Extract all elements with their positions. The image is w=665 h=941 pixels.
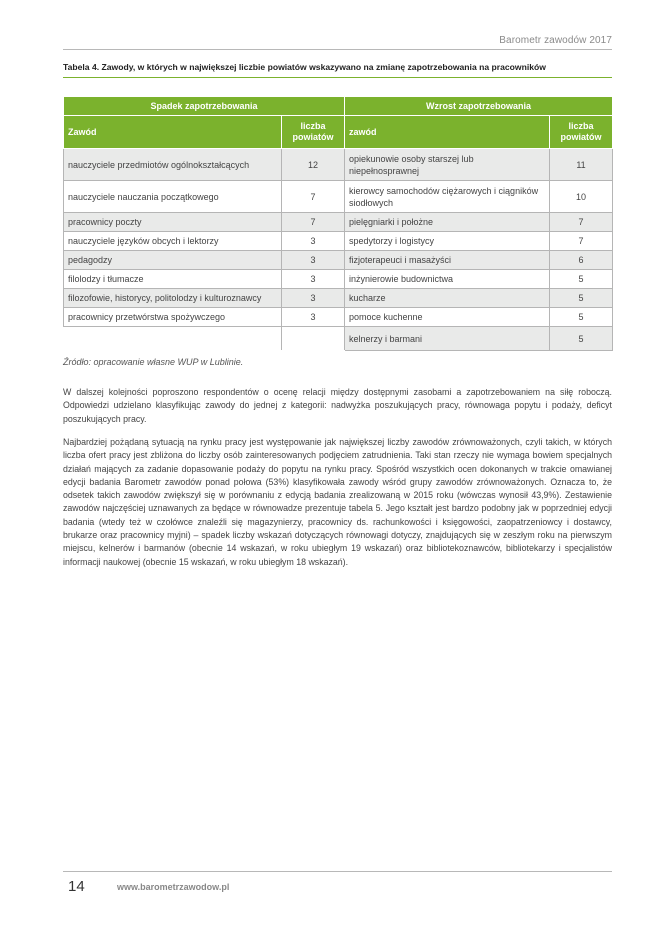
cell-right-count: 6	[550, 251, 613, 270]
column-header-count-left: liczba powiatów	[282, 116, 345, 149]
cell-right-occupation-text: kierowcy samochodów ciężarowych i ciągników siodłowych	[349, 185, 539, 208]
page-number: 14	[68, 878, 85, 895]
cell-right-occupation	[345, 181, 550, 213]
cell-left-count: 7	[282, 213, 345, 232]
table-row	[64, 149, 613, 181]
table-row	[64, 270, 613, 289]
group-header-increase: Wzrost zapotrzebowania	[345, 97, 613, 116]
cell-left-occupation: filolodzy i tłumacze	[64, 270, 282, 289]
occupations-table	[63, 96, 613, 351]
cell-right-count: 11	[550, 149, 613, 181]
column-header-count-right: liczba powiatów	[550, 116, 613, 149]
cell-right-occupation: inżynierowie budownictwa	[345, 270, 550, 289]
cell-right-count: 5	[550, 270, 613, 289]
footer-divider	[63, 871, 612, 872]
cell-left-occupation: nauczyciele języków obcych i lektorzy	[64, 232, 282, 251]
cell-left-occupation: pracownicy przetwórstwa spożywczego	[64, 308, 282, 327]
cell-right-occupation: pomoce kuchenne	[345, 308, 550, 327]
cell-right-occupation: kucharze	[345, 289, 550, 308]
cell-right-count: 7	[550, 213, 613, 232]
table-row	[64, 213, 613, 232]
cell-right-count: 5	[550, 289, 613, 308]
cell-right-occupation-text: opiekunowie osoby starszej lub niepełnosprawnej	[349, 153, 474, 176]
column-header-occupation-left: Zawód	[64, 116, 282, 149]
group-header-decrease: Spadek zapotrzebowania	[64, 97, 345, 116]
caption-divider	[63, 77, 612, 78]
cell-left-count: 3	[282, 270, 345, 289]
cell-left-occupation: pracownicy poczty	[64, 213, 282, 232]
cell-right-occupation: fizjoterapeuci i masażyści	[345, 251, 550, 270]
cell-left-count: 3	[282, 232, 345, 251]
table-group-header-row	[64, 97, 613, 116]
cell-left-count: 7	[282, 181, 345, 213]
cell-right-occupation: pielęgniarki i położne	[345, 213, 550, 232]
cell-right-count: 10	[550, 181, 613, 213]
cell-left-count: 3	[282, 289, 345, 308]
header-divider	[63, 49, 612, 50]
body-paragraph: Najbardziej pożądaną sytuacją na rynku pracy jest występowanie jak największej liczby zawodów zrównoważonych, czyli takich, w których liczba ofert pracy jest zbliżona do liczby osób zainteresowanych podjęciem zatrudnienia. Taki stan rzeczy nie wymaga bowiem specjalnych działań mających za zadanie dopasowanie podaży do popytu na rynku pracy. Spośród wszystkich ocen dokonanych w trakcie omawianej edycji badania Barometr zawodów ponad połowa (53%) klasyfikowała zawody wśród grupy zawodów zrównoważonych. Oznacza to, że odsetek takich zawodów zwiększył się w porównaniu z edycją badania zrealizowaną w 2015 roku (wówczas wynosił 43,9%). Zestawienie zawodów najczęściej uznawanych za będące w równowadze prezentuje tabela 5. Jego kształt jest bardzo podobny jak w poprzedniej edycji badania (wtedy też w czołówce znaleźli się magazynierzy, pracownicy ds. rachunkowości i księgowości, zaopatrzeniowcy i dostawcy, brukarze oraz pracownicy myjni) – spadek liczby wskazań dotyczących równowagi dotyczy, znajdujących się w zeszłym roku na pierwszym miejscu, kelnerów i barmanów (obecnie 14 wskazań, w roku ubiegłym 19 wskazań) oraz bibliotekoznawców, bibliotekarzy i specjalistów informacji naukowej (obecnie 15 wskazań, w roku ubiegłym 18 wskazań).	[63, 437, 612, 567]
footer-url: www.barometrzawodow.pl	[117, 882, 230, 892]
cell-left-occupation	[64, 327, 282, 351]
cell-left-count: 3	[282, 308, 345, 327]
cell-left-count: 12	[282, 149, 345, 181]
table-row	[64, 251, 613, 270]
body-paragraph: W dalszej kolejności poproszono respondentów o ocenę relacji między dostępnymi zasobami a zapotrzebowaniem na siłę roboczą. Odpowiedzi udzielano klasyfikując zawody do jednej z kategorii: nadwyżka poszukujących pracy, równowaga popytu i podaży, deficyt poszukujących pracy.	[63, 387, 612, 424]
cell-left-count: 3	[282, 251, 345, 270]
cell-left-occupation: nauczyciele nauczania początkowego	[64, 181, 282, 213]
column-header-occupation-right: zawód	[345, 116, 550, 149]
cell-left-occupation: filozofowie, historycy, politolodzy i kulturoznawcy	[64, 289, 282, 308]
table-source-note: Źródło: opracowanie własne WUP w Lublinie.	[63, 357, 244, 367]
cell-left-occupation: pedagodzy	[64, 251, 282, 270]
table-row	[64, 308, 613, 327]
cell-right-count: 5	[550, 308, 613, 327]
cell-right-count: 5	[550, 327, 613, 351]
table-row	[64, 181, 613, 213]
cell-right-occupation: kelnerzy i barmani	[345, 327, 550, 351]
table-column-header-row	[64, 116, 613, 149]
cell-right-occupation: spedytorzy i logistycy	[345, 232, 550, 251]
table-row	[64, 232, 613, 251]
table-row	[64, 327, 613, 351]
running-title: Barometr zawodów 2017	[499, 35, 612, 46]
cell-right-count: 7	[550, 232, 613, 251]
table-row	[64, 289, 613, 308]
cell-left-count	[282, 327, 345, 351]
cell-left-occupation: nauczyciele przedmiotów ogólnokształcących	[64, 149, 282, 181]
table-caption: Tabela 4. Zawody, w których w największej liczbie powiatów wskazywano na zmianę zapotrzebowania na pracowników	[63, 62, 546, 72]
cell-right-occupation	[345, 149, 550, 181]
